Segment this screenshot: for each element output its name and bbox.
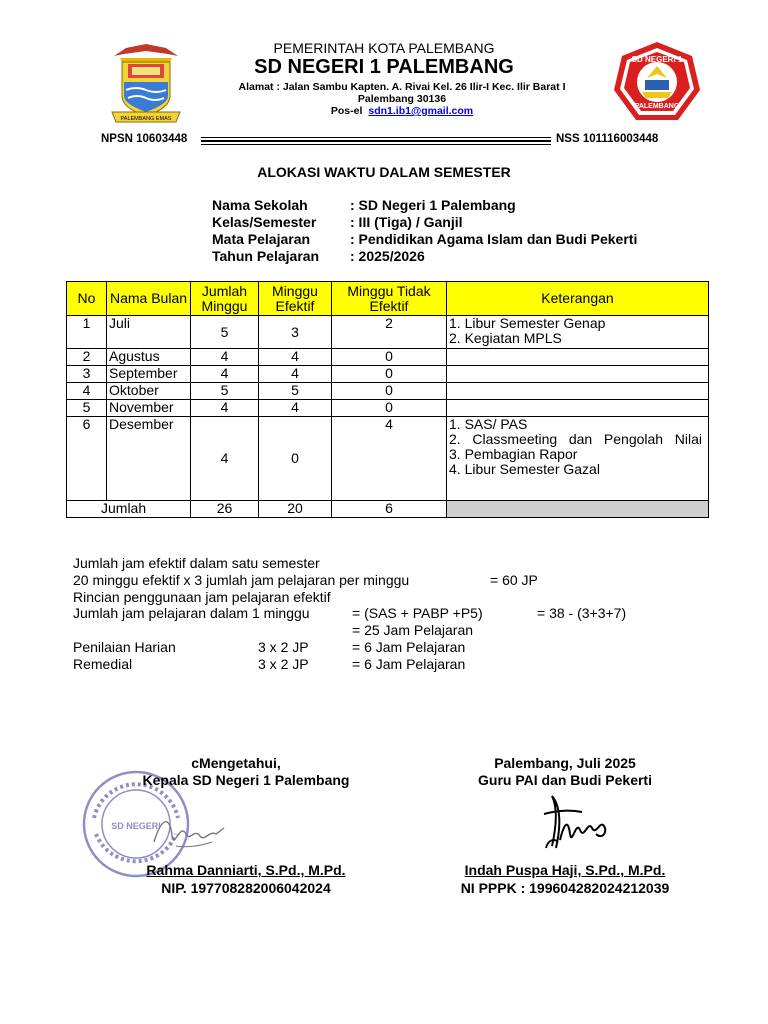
info-subject — [212, 231, 637, 247]
col-header-month: Nama Bulan — [107, 282, 191, 316]
cell-weeks: 4 — [191, 400, 259, 417]
emblem-ribbon-text: PALEMBANG EMAS — [120, 116, 172, 122]
cell-effective: 4 — [259, 349, 332, 366]
table-row — [67, 349, 709, 366]
cell-no: 4 — [67, 383, 107, 400]
info-key: Tahun Pelajaran — [212, 248, 320, 264]
table-row — [67, 383, 709, 400]
calc-line-3: Rincian penggunaan jam pelajaran efektif — [73, 589, 331, 605]
cell-effective: 3 — [259, 316, 332, 349]
info-year — [212, 248, 425, 264]
calc-ph-result: = 6 Jam Pelajaran — [352, 639, 466, 655]
table-row — [67, 417, 709, 501]
cell-effective: 4 — [259, 366, 332, 383]
note-line: 4. Libur Semester Gazal — [449, 461, 600, 477]
table-total-row — [67, 501, 709, 518]
cell-effective: 5 — [259, 383, 332, 400]
note-line-text: 2. Classmeeting dan Pengolah Nilai — [449, 431, 702, 447]
total-not-effective: 6 — [332, 501, 447, 518]
calc-ph-label: Penilaian Harian — [73, 639, 176, 655]
note-line: 2. Kegiatan MPLS — [449, 330, 562, 346]
col-header-not-effective: Minggu Tidak Efektif — [332, 282, 447, 316]
teacher-name: Indah Puspa Haji, S.Pd., M.Pd. — [464, 862, 666, 878]
cell-no: 3 — [67, 366, 107, 383]
email-link[interactable]: sdn1.ib1@gmail.com — [368, 105, 474, 117]
calc-line-4-formula: = (SAS + PABP +P5) — [352, 605, 483, 621]
info-value: : SD Negeri 1 Palembang — [350, 197, 516, 213]
table-row — [67, 316, 709, 349]
email-row — [0, 105, 768, 117]
total-notes-shaded — [447, 501, 709, 518]
col-header-notes: Keterangan — [447, 282, 709, 316]
info-class — [212, 214, 463, 230]
info-value: : Pendidikan Agama Islam dan Budi Pekerti — [350, 231, 638, 247]
table-row — [67, 366, 709, 383]
cell-weeks: 4 — [191, 366, 259, 383]
info-school — [212, 197, 516, 213]
table-header-row — [67, 282, 709, 316]
header-rule — [201, 137, 551, 138]
cell-notes — [447, 366, 709, 383]
cell-not-effective: 0 — [332, 400, 447, 417]
calc-rem-mid: 3 x 2 JP — [258, 656, 309, 672]
cell-weeks: 4 — [191, 417, 259, 501]
calc-line-2-result: = 60 JP — [490, 572, 538, 588]
cell-not-effective: 0 — [332, 383, 447, 400]
calc-line-1: Jumlah jam efektif dalam satu semester — [73, 555, 320, 571]
cell-no: 6 — [67, 417, 107, 501]
calc-ph-mid: 3 x 2 JP — [258, 639, 309, 655]
cell-no: 1 — [67, 316, 107, 349]
teacher-pppk: NI PPPK : 199604282024212039 — [460, 880, 670, 896]
right-sign-line-1: Palembang, Juli 2025 — [494, 755, 636, 771]
info-value: : 2025/2026 — [350, 248, 425, 264]
email-label: Pos-el — [330, 105, 363, 117]
cell-not-effective: 0 — [332, 366, 447, 383]
cell-month: September — [107, 366, 191, 383]
cell-notes — [447, 316, 709, 349]
teacher-signature — [538, 790, 614, 854]
calc-line-2: 20 minggu efektif x 3 jumlah jam pelajaran per minggu — [73, 572, 410, 588]
document-title: ALOKASI WAKTU DALAM SEMESTER — [257, 164, 511, 180]
cell-month: Agustus — [107, 349, 191, 366]
principal-name: Rahma Danniarti, S.Pd., M.Pd. — [146, 862, 346, 878]
note-line: 1. Libur Semester Genap — [449, 315, 606, 331]
calc-rem-label: Remedial — [73, 656, 133, 672]
school-name: SD NEGERI 1 PALEMBANG — [254, 56, 514, 78]
emblem-bottom-text: PALEMBANG — [634, 103, 680, 110]
col-header-weeks: Jumlah Minggu — [191, 282, 259, 316]
cell-weeks: 5 — [191, 316, 259, 349]
col-header-effective: Minggu Efektif — [259, 282, 332, 316]
allocation-table — [66, 281, 709, 518]
calc-line-4: Jumlah jam pelajaran dalam 1 minggu — [73, 605, 310, 621]
cell-notes — [447, 383, 709, 400]
government-name: PEMERINTAH KOTA PALEMBANG — [273, 40, 495, 56]
cell-month: November — [107, 400, 191, 417]
principal-signature — [150, 806, 230, 856]
npsn-number: NPSN 10603448 — [101, 133, 188, 145]
principal-nip: NIP. 197708282006042024 — [161, 880, 331, 896]
emblem-top-text: SD NEGERI 1 — [631, 55, 683, 64]
cell-effective: 0 — [259, 417, 332, 501]
cell-notes — [447, 349, 709, 366]
header-rule — [201, 144, 551, 145]
calc-line-5: = 25 Jam Pelajaran — [352, 622, 474, 638]
right-sign-line-2: Guru PAI dan Budi Pekerti — [478, 772, 652, 788]
address-line-1: Alamat : Jalan Sambu Kapten. A. Rivai Kel. 26 Ilir-I Kec. Ilir Barat I — [238, 81, 566, 93]
cell-no: 2 — [67, 349, 107, 366]
total-effective: 20 — [259, 501, 332, 518]
calc-line-4-right: = 38 - (3+3+7) — [537, 605, 627, 621]
total-weeks: 26 — [191, 501, 259, 518]
info-key: Nama Sekolah — [212, 197, 308, 213]
cell-effective: 4 — [259, 400, 332, 417]
address-line-2: Palembang 30136 — [357, 93, 447, 105]
nss-number: NSS 101116003448 — [556, 133, 659, 145]
cell-month: Juli — [107, 316, 191, 349]
cell-weeks: 5 — [191, 383, 259, 400]
col-header-no: No — [67, 282, 107, 316]
cell-notes — [447, 400, 709, 417]
info-key: Mata Pelajaran — [212, 231, 311, 247]
cell-not-effective: 4 — [332, 417, 447, 501]
note-line: 3. Pembagian Rapor — [449, 446, 578, 462]
info-value: : III (Tiga) / Ganjil — [350, 214, 463, 230]
info-key: Kelas/Semester — [212, 214, 317, 230]
table-row — [67, 400, 709, 417]
cell-month: Oktober — [107, 383, 191, 400]
left-sign-line-2: Kepala SD Negeri 1 Palembang — [142, 772, 350, 788]
cell-not-effective: 0 — [332, 349, 447, 366]
cell-weeks: 4 — [191, 349, 259, 366]
note-line: 1. SAS/ PAS — [449, 416, 528, 432]
cell-not-effective: 2 — [332, 316, 447, 349]
left-sign-line-1: cMengetahui, — [191, 755, 281, 771]
calc-rem-result: = 6 Jam Pelajaran — [352, 656, 466, 672]
cell-notes — [447, 417, 709, 501]
cell-no: 5 — [67, 400, 107, 417]
total-label: Jumlah — [67, 501, 191, 518]
note-line — [449, 432, 702, 447]
stamp-text: SD NEGERI — [111, 821, 161, 831]
header-rule — [201, 140, 551, 142]
cell-month: Desember — [107, 417, 191, 501]
